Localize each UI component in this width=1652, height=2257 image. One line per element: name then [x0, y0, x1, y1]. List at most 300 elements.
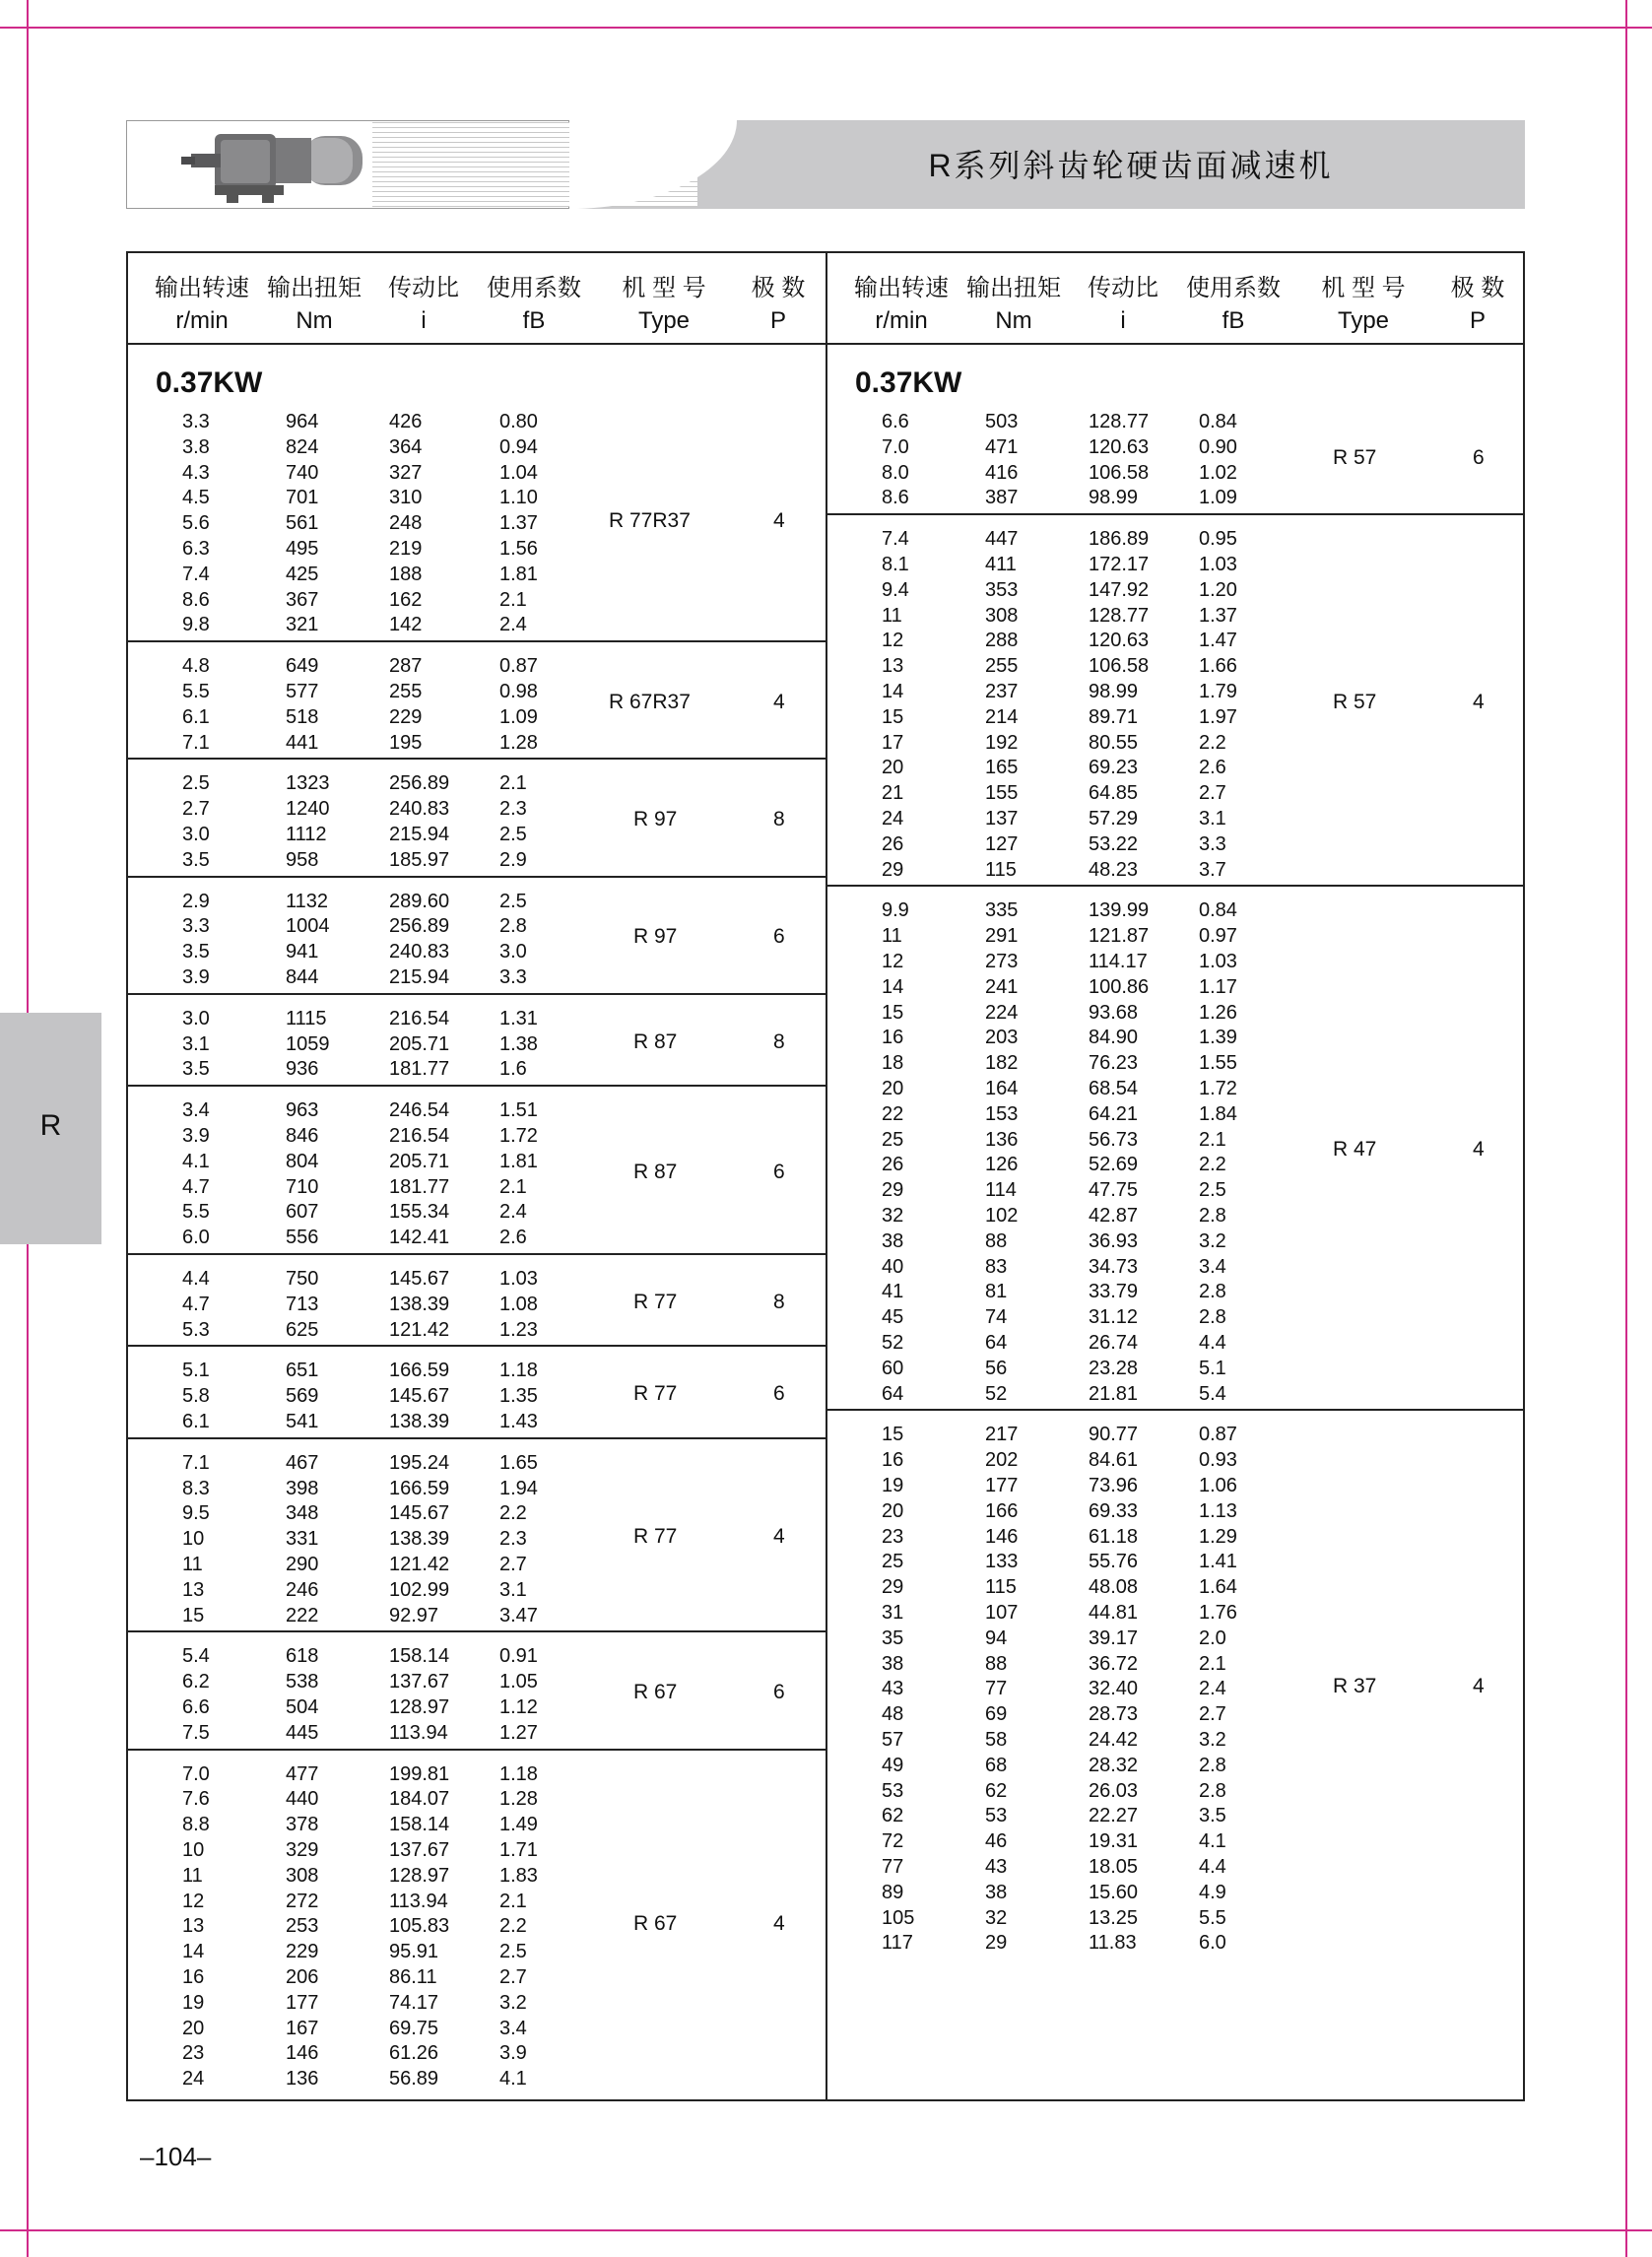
table-cell: 95.91 [389, 1941, 439, 1963]
table-cell: 4.8 [182, 655, 210, 678]
table-cell: 6.6 [882, 411, 909, 432]
table-cell: 3.7 [1199, 858, 1226, 881]
table-cell: 32 [882, 1205, 904, 1227]
table-cell: 1.20 [1199, 578, 1237, 601]
table-cell: 1.28 [499, 1788, 538, 1811]
table-cell: 1.03 [1199, 951, 1237, 972]
table-cell: 24.42 [1089, 1729, 1139, 1751]
table-cell: 651 [286, 1360, 319, 1382]
type-label: R 97 [633, 808, 678, 830]
header-speed-zh-col1: 输出转速 [155, 275, 249, 301]
table-cell: 4.4 [1199, 1856, 1226, 1878]
table-cell: 3.4 [182, 1099, 210, 1122]
table-cell: 291 [985, 925, 1019, 948]
table-cell: 2.2 [499, 1502, 527, 1525]
table-cell: 4.7 [182, 1175, 210, 1198]
table-cell: 23.28 [1089, 1357, 1139, 1379]
table-cell: 4.1 [1199, 1830, 1226, 1853]
table-cell: 1.03 [499, 1268, 538, 1290]
table-cell: 3.3 [1199, 832, 1226, 855]
table-cell: 7.4 [882, 528, 909, 551]
table-cell: 7.0 [882, 435, 909, 458]
table-cell: 1.37 [499, 512, 538, 535]
header-ratio-unit-col1: i [421, 307, 427, 334]
table-cell: 155.34 [389, 1201, 450, 1224]
table-cell: 137.67 [389, 1671, 450, 1693]
table-cell: 47.75 [1089, 1179, 1139, 1202]
group-separator [126, 1749, 826, 1751]
table-cell: 72 [882, 1830, 904, 1853]
table-cell: 102 [985, 1205, 1019, 1227]
table-cell: 287 [389, 655, 423, 678]
table-cell: 6.0 [1199, 1932, 1226, 1955]
table-cell: 106.58 [1089, 461, 1150, 484]
table-cell: 3.3 [182, 411, 210, 432]
table-cell: 2.8 [1199, 1205, 1226, 1227]
group-separator [826, 1409, 1525, 1411]
table-cell: 308 [985, 604, 1019, 627]
table-cell: 219 [389, 538, 423, 560]
table-cell: 83 [985, 1255, 1008, 1278]
table-cell: 2.7 [499, 1966, 527, 1988]
table-cell: 941 [286, 941, 319, 963]
table-cell: 1.94 [499, 1477, 538, 1499]
table-cell: 7.5 [182, 1721, 210, 1744]
table-cell: 133 [985, 1551, 1019, 1573]
type-label: R 57 [1333, 690, 1377, 713]
table-cell: 0.87 [499, 655, 538, 678]
header-factor-zh-col2: 使用系数 [1186, 275, 1281, 301]
table-cell: 1.26 [1199, 1001, 1237, 1024]
table-cell: 1.84 [1199, 1102, 1237, 1125]
table-cell: 164 [985, 1078, 1019, 1099]
factor-symbol: fB [1222, 307, 1245, 334]
type-label: R 37 [1333, 1675, 1377, 1698]
table-cell: 216.54 [389, 1125, 450, 1147]
table-cell: 114 [985, 1179, 1017, 1202]
group-separator [126, 1253, 826, 1255]
table-cell: 34.73 [1089, 1255, 1139, 1278]
table-cell: 36.72 [1089, 1652, 1139, 1675]
type-label: R 77 [633, 1382, 678, 1406]
table-cell: 3.2 [499, 1991, 527, 2014]
table-cell: 20 [882, 757, 904, 779]
table-cell: 248 [389, 512, 423, 535]
table-cell: 241 [985, 975, 1019, 998]
table-cell: 31.12 [1089, 1306, 1139, 1329]
table-cell: 2.2 [1199, 1154, 1226, 1176]
table-cell: 93.68 [1089, 1001, 1139, 1024]
table-cell: 6.1 [182, 1411, 210, 1432]
table-cell: 115 [985, 858, 1017, 881]
table-cell: 13.25 [1089, 1906, 1139, 1929]
table-cell: 329 [286, 1839, 319, 1861]
table-cell: 89 [882, 1881, 904, 1903]
table-cell: 1.81 [499, 563, 538, 585]
table-cell: 128.97 [389, 1864, 450, 1887]
table-cell: 7.6 [182, 1788, 210, 1811]
table-cell: 38 [985, 1881, 1008, 1903]
table-cell: 15 [882, 1424, 904, 1446]
table-cell: 569 [286, 1385, 319, 1408]
header-torque-unit-col2: Nm [995, 307, 1032, 334]
table-cell: 22.27 [1089, 1805, 1139, 1827]
table-cell: 8.8 [182, 1814, 210, 1836]
table-cell: 121.87 [1089, 925, 1150, 948]
table-cell: 84.61 [1089, 1449, 1139, 1472]
table-cell: 0.84 [1199, 899, 1237, 922]
table-cell: 138.39 [389, 1528, 450, 1551]
table-cell: 120.63 [1089, 435, 1150, 458]
table-cell: 203 [985, 1027, 1019, 1049]
table-cell: 195.24 [389, 1451, 450, 1474]
table-cell: 162 [389, 588, 423, 611]
table-cell: 256.89 [389, 915, 450, 938]
table-cell: 224 [985, 1001, 1019, 1024]
table-cell: 398 [286, 1477, 319, 1499]
table-cell: 138.39 [389, 1293, 450, 1315]
table-cell: 177 [985, 1475, 1019, 1496]
table-cell: 804 [286, 1150, 319, 1172]
table-cell: 195 [389, 731, 423, 754]
header-speed-unit-col1: r/min [175, 307, 229, 334]
table-cell: 136 [286, 2068, 319, 2091]
poles-label: 6 [1473, 445, 1485, 469]
table-cell: 98.99 [1089, 681, 1139, 702]
type-label: R 57 [1333, 445, 1377, 469]
table-cell: 80.55 [1089, 731, 1139, 754]
poles-label: 4 [773, 1525, 785, 1549]
type-label: R 67 [633, 1681, 678, 1703]
table-cell: 1.10 [499, 487, 538, 509]
table-cell: 426 [389, 411, 423, 432]
table-cell: 166 [985, 1499, 1019, 1522]
table-cell: 13 [882, 655, 904, 678]
header-torque-unit-col1: Nm [296, 307, 333, 334]
table-cell: 5.5 [1199, 1906, 1226, 1929]
table-cell: 6.0 [182, 1227, 210, 1249]
poles-label: 4 [773, 690, 785, 713]
table-cell: 16 [882, 1027, 904, 1049]
table-cell: 2.9 [499, 848, 527, 871]
table-cell: 6.1 [182, 705, 210, 728]
table-cell: 25 [882, 1551, 904, 1573]
table-cell: 290 [286, 1554, 319, 1575]
table-cell: 9.8 [182, 614, 210, 636]
table-cell: 1.05 [499, 1671, 538, 1693]
type-label: R 77 [633, 1290, 678, 1313]
type-label: R 77R37 [609, 509, 691, 533]
poles-label: 4 [1473, 1675, 1485, 1698]
table-cell: 8.1 [882, 554, 909, 575]
table-cell: 58 [985, 1729, 1008, 1751]
table-cell: 1.76 [1199, 1602, 1237, 1624]
table-cell: 205.71 [389, 1150, 450, 1172]
table-cell: 2.8 [1199, 1754, 1226, 1776]
header-rule [126, 343, 1525, 345]
table-cell: 2.7 [1199, 1703, 1226, 1726]
table-cell: 1.71 [499, 1839, 538, 1861]
table-cell: 0.94 [499, 435, 538, 458]
table-cell: 117 [882, 1932, 913, 1955]
table-cell: 185.97 [389, 848, 450, 871]
table-cell: 1.37 [1199, 604, 1237, 627]
header-torque-zh-col2: 输出扭矩 [966, 275, 1061, 301]
table-cell: 215.94 [389, 966, 450, 988]
poles-label: 6 [773, 1382, 785, 1406]
table-cell: 3.2 [1199, 1729, 1226, 1751]
table-cell: 0.98 [499, 681, 538, 702]
table-cell: 11 [182, 1554, 203, 1575]
table-cell: 1.09 [1199, 487, 1237, 509]
table-cell: 331 [286, 1528, 319, 1551]
table-cell: 20 [882, 1499, 904, 1522]
table-cell: 3.0 [499, 941, 527, 963]
table-cell: 199.81 [389, 1762, 450, 1785]
table-cell: 182 [985, 1052, 1019, 1075]
table-cell: 1.38 [499, 1032, 538, 1055]
table-cell: 6.3 [182, 538, 210, 560]
table-cell: 308 [286, 1864, 319, 1887]
table-cell: 128.77 [1089, 411, 1150, 432]
table-cell: 5.3 [182, 1318, 210, 1341]
table-cell: 2.2 [1199, 731, 1226, 754]
table-cell: 102.99 [389, 1578, 450, 1601]
table-cell: 38 [882, 1229, 904, 1252]
table-cell: 5.1 [1199, 1357, 1226, 1379]
table-cell: 353 [985, 578, 1019, 601]
table-cell: 107 [985, 1602, 1019, 1624]
table-cell: 1.49 [499, 1814, 538, 1836]
table-cell: 19.31 [1089, 1830, 1139, 1853]
table-cell: 215.94 [389, 824, 450, 845]
poles-label: 8 [773, 1290, 785, 1313]
table-cell: 12 [182, 1890, 205, 1912]
table-cell: 556 [286, 1227, 319, 1249]
table-cell: 90.77 [1089, 1424, 1139, 1446]
table-cell: 1.13 [1199, 1499, 1237, 1522]
table-cell: 1.09 [499, 705, 538, 728]
table-cell: 14 [882, 975, 904, 998]
header-factor-zh-col1: 使用系数 [487, 275, 581, 301]
table-cell: 48 [882, 1703, 904, 1726]
table-cell: 2.8 [1199, 1779, 1226, 1802]
table-cell: 177 [286, 1991, 319, 2014]
table-cell: 7.1 [182, 731, 210, 754]
table-cell: 92.97 [389, 1604, 439, 1626]
poles-label: 6 [773, 1681, 785, 1703]
table-cell: 958 [286, 848, 319, 871]
table-cell: 1.83 [499, 1864, 538, 1887]
table-cell: 503 [985, 411, 1019, 432]
table-cell: 222 [286, 1604, 319, 1626]
group-separator [126, 1085, 826, 1087]
table-cell: 31 [882, 1602, 904, 1624]
table-cell: 1059 [286, 1032, 330, 1055]
table-cell: 20 [882, 1078, 904, 1099]
table-cell: 181.77 [389, 1058, 450, 1081]
table-cell: 128.77 [1089, 604, 1150, 627]
table-cell: 184.07 [389, 1788, 450, 1811]
table-cell: 3.47 [499, 1604, 538, 1626]
table-cell: 100.86 [1089, 975, 1150, 998]
table-cell: 121.42 [389, 1318, 450, 1341]
table-cell: 2.1 [499, 772, 527, 795]
table-cell: 32 [985, 1906, 1008, 1929]
table-cell: 155 [985, 782, 1019, 805]
table-cell: 19 [182, 1991, 205, 2014]
table-cell: 2.4 [1199, 1678, 1226, 1700]
table-cell: 23 [882, 1525, 904, 1548]
table-cell: 5.5 [182, 1201, 210, 1224]
table-cell: 1.72 [499, 1125, 538, 1147]
table-cell: 136 [985, 1128, 1019, 1151]
table-cell: 38 [882, 1652, 904, 1675]
table-cell: 1.43 [499, 1411, 538, 1432]
table-cell: 5.8 [182, 1385, 210, 1408]
table-cell: 1.81 [499, 1150, 538, 1172]
table-cell: 3.1 [499, 1578, 527, 1601]
table-cell: 378 [286, 1814, 319, 1836]
table-cell: 57.29 [1089, 808, 1139, 830]
table-cell: 1.18 [499, 1762, 538, 1785]
table-cell: 186.89 [1089, 528, 1150, 551]
table-cell: 387 [985, 487, 1019, 509]
table-cell: 504 [286, 1696, 319, 1718]
type-label: R 67 [633, 1912, 678, 1936]
table-cell: 15 [182, 1604, 205, 1626]
table-cell: 1.28 [499, 731, 538, 754]
table-cell: 62 [882, 1805, 904, 1827]
poles-label: 4 [1473, 1138, 1485, 1162]
table-cell: 53.22 [1089, 832, 1139, 855]
table-cell: 77 [985, 1678, 1008, 1700]
table-cell: 29 [882, 1179, 904, 1202]
table-cell: 0.90 [1199, 435, 1237, 458]
table-cell: 11 [882, 604, 902, 627]
table-cell: 23 [182, 2042, 205, 2065]
table-cell: 69 [985, 1703, 1008, 1726]
table-cell: 60 [882, 1357, 904, 1379]
type-label: R 77 [633, 1525, 678, 1549]
table-cell: 2.7 [1199, 782, 1226, 805]
table-cell: 2.1 [1199, 1128, 1226, 1151]
table-cell: 2.1 [499, 1890, 527, 1912]
table-cell: 518 [286, 705, 319, 728]
table-cell: 1.47 [1199, 630, 1237, 652]
page-number: –104– [140, 2142, 212, 2171]
table-cell: 114.17 [1089, 951, 1148, 972]
group-separator [126, 993, 826, 995]
table-cell: 105 [882, 1906, 915, 1929]
table-cell: 1.12 [499, 1696, 538, 1718]
table-cell: 188 [389, 563, 423, 585]
table-cell: 2.0 [1199, 1626, 1226, 1649]
table-cell: 120.63 [1089, 630, 1150, 652]
table-cell: 246 [286, 1578, 319, 1601]
table-cell: 73.96 [1089, 1475, 1139, 1496]
table-cell: 17 [882, 731, 904, 754]
table-cell: 145.67 [389, 1502, 450, 1525]
table-cell: 94 [985, 1626, 1008, 1649]
table-cell: 15.60 [1089, 1881, 1139, 1903]
table-cell: 113.94 [389, 1890, 448, 1912]
table-cell: 6.6 [182, 1696, 210, 1718]
table-cell: 166.59 [389, 1477, 450, 1499]
table-cell: 74.17 [389, 1991, 439, 2014]
table-cell: 36.93 [1089, 1229, 1139, 1252]
trim-line-right [1625, 0, 1627, 2257]
table-cell: 253 [286, 1915, 319, 1938]
table-cell: 5.4 [182, 1645, 210, 1668]
table-cell: 1.06 [1199, 1475, 1237, 1496]
table-cell: 9.9 [882, 899, 909, 922]
table-cell: 445 [286, 1721, 319, 1744]
table-cell: 1323 [286, 772, 330, 795]
table-cell: 39.17 [1089, 1626, 1139, 1649]
table-cell: 35 [882, 1626, 904, 1649]
header-speed-zh-col2: 输出转速 [854, 275, 949, 301]
table-cell: 750 [286, 1268, 319, 1290]
table-cell: 1.6 [499, 1058, 527, 1081]
table-cell: 310 [389, 487, 423, 509]
table-cell: 5.4 [1199, 1382, 1226, 1405]
table-cell: 22 [882, 1102, 904, 1125]
table-cell: 3.5 [182, 848, 210, 871]
table-cell: 126 [985, 1154, 1019, 1176]
table-cell: 205.71 [389, 1032, 450, 1055]
table-cell: 0.84 [1199, 411, 1237, 432]
table-cell: 538 [286, 1671, 319, 1693]
table-cell: 13 [182, 1915, 205, 1938]
table-cell: 13 [182, 1578, 205, 1601]
header-ratio-unit-col2: i [1120, 307, 1126, 334]
table-cell: 46 [985, 1830, 1008, 1853]
table-cell: 106.58 [1089, 655, 1150, 678]
table-cell: 1.29 [1199, 1525, 1237, 1548]
group-separator [126, 1630, 826, 1632]
table-cell: 146 [985, 1525, 1019, 1548]
table-cell: 6.2 [182, 1671, 210, 1693]
header-type-unit-col1: Type [637, 307, 691, 334]
column-divider [826, 251, 827, 2101]
table-cell: 43 [882, 1678, 904, 1700]
table-cell: 56.73 [1089, 1128, 1139, 1151]
header-poles-unit-col1: P [769, 307, 786, 334]
table-cell: 710 [286, 1175, 319, 1198]
table-cell: 8.3 [182, 1477, 210, 1499]
table-cell: 2.5 [499, 890, 527, 912]
table-cell: 32.40 [1089, 1678, 1139, 1700]
poles-label: 8 [773, 1029, 785, 1053]
table-cell: 0.97 [1199, 925, 1237, 948]
table-cell: 1004 [286, 915, 330, 938]
header-type-zh-col2: 机 型 号 [1321, 275, 1406, 301]
power-heading-col2: 0.37KW [855, 366, 962, 399]
table-cell: 0.91 [499, 1645, 538, 1668]
table-cell: 3.2 [1199, 1229, 1226, 1252]
table-cell: 16 [882, 1449, 904, 1472]
table-cell: 3.9 [182, 1125, 210, 1147]
table-cell: 4.3 [182, 461, 210, 484]
header-ratio-zh-col2: 传动比 [1088, 275, 1158, 301]
table-cell: 4.7 [182, 1293, 210, 1315]
table-cell: 68 [985, 1754, 1008, 1776]
header-ratio-zh-col1: 传动比 [388, 275, 459, 301]
table-cell: 348 [286, 1502, 319, 1525]
header-torque-zh-col1: 输出扭矩 [267, 275, 362, 301]
table-cell: 1.08 [499, 1293, 538, 1315]
